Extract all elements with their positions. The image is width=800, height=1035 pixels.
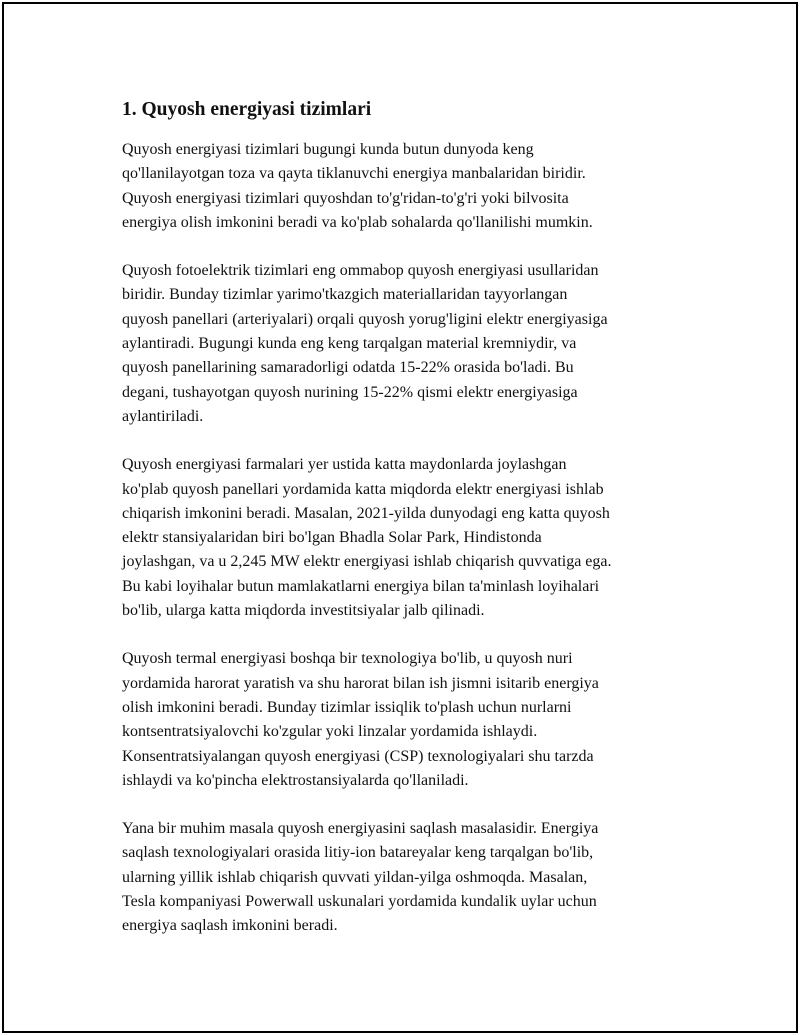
paragraph-line: ishlaydi va ko'pincha elektrostansiyalarda qo'llaniladi. — [122, 771, 469, 789]
paragraph-line: Quyosh fotoelektrik tizimlari eng ommabop quyosh energiyasi usullaridan — [122, 262, 599, 280]
paragraph-5 — [122, 817, 712, 938]
paragraph-line: chiqarish imkonini beradi. Masalan, 2021-yilda dunyodagi eng katta quyosh — [122, 504, 610, 522]
paragraph-line: saqlash texnologiyalari orasida litiy-ion batareyalar keng tarqalgan bo'lib, — [122, 844, 594, 862]
paragraph-line: olish imkonini beradi. Bunday tizimlar issiqlik to'plash uchun nurlarni — [122, 698, 572, 716]
paragraph-line: kontsentratsiyalovchi ko'zgular yoki linzalar yordamida ishlaydi. — [122, 723, 538, 741]
paragraph-line: ularning yillik ishlab chiqarish quvvati yildan-yilga oshmoqda. Masalan, — [122, 868, 588, 886]
paragraph-line: Tesla kompaniyasi Powerwall uskunalari yordamida kundalik uylar uchun — [122, 893, 597, 911]
paragraph-2 — [122, 259, 712, 429]
paragraph-line: energiya saqlash imkonini beradi. — [122, 917, 338, 935]
section-heading: 1. Quyosh energiyasi tizimlari — [122, 99, 372, 120]
paragraph-line: qo'llanilayotgan toza va qayta tiklanuvchi energiya manbalaridan biridir. — [122, 165, 586, 183]
paragraph-line: aylantiriladi. — [122, 407, 204, 425]
paragraph-line: Yana bir muhim masala quyosh energiyasini saqlash masalasidir. Energiya — [122, 820, 599, 838]
paragraph-line: Quyosh energiyasi farmalari yer ustida katta maydonlarda joylashgan — [122, 456, 567, 474]
paragraph-line: Bu kabi loyihalar butun mamlakatlarni energiya bilan ta'minlash loyihalari — [122, 577, 600, 595]
paragraph-line: Quyosh energiyasi tizimlari bugungi kunda butun dunyoda keng — [122, 141, 534, 158]
page-frame — [2, 2, 798, 1033]
paragraph-line: yordamida harorat yaratish va shu harorat bilan ish jismni isitarib energiya — [122, 674, 599, 692]
paragraph-line: quyosh panellarining samaradorligi odatda 15-22% orasida bo'ladi. Bu — [122, 359, 574, 377]
document-body — [122, 96, 712, 939]
paragraph-line: Konsentratsiyalangan quyosh energiyasi (CSP) texnologiyalari shu tarzda — [122, 747, 594, 765]
paragraph-4 — [122, 647, 712, 793]
paragraph-line: energiya olish imkonini beradi va ko'plab sohalarda qo'llanilishi mumkin. — [122, 213, 593, 231]
paragraph-3 — [122, 453, 712, 623]
paragraph-line: joylashgan, va u 2,245 MW elektr energiyasi ishlab chiqarish quvvatiga ega. — [122, 553, 612, 571]
paragraph-line: biridir. Bunday tizimlar yarimo'tkazgich materiallaridan tayyorlangan — [122, 286, 568, 304]
paragraph-line: Quyosh energiyasi tizimlari quyoshdan to'g'ridan-to'g'ri yoki bilvosita — [122, 189, 569, 207]
paragraph-line: ko'plab quyosh panellari yordamida katta miqdorda elektr energiyasi ishlab — [122, 480, 604, 498]
paragraph-line: Quyosh termal energiyasi boshqa bir texnologiya bo'lib, u quyosh nuri — [122, 650, 573, 668]
paragraph-line: quyosh panellari (arteriyalari) orqali quyosh yorug'ligini elektr energiyasiga — [122, 310, 608, 328]
paragraph-1 — [122, 138, 712, 235]
paragraph-line: aylantiradi. Bugungi kunda eng keng tarqalgan material kremniydir, va — [122, 335, 577, 353]
paragraph-line: elektr stansiyalaridan biri bo'lgan Bhadla Solar Park, Hindistonda — [122, 529, 542, 547]
paragraph-line: degani, tushayotgan quyosh nurining 15-22% qismi elektr energiyasiga — [122, 383, 578, 401]
paragraph-line: bo'lib, ularga katta miqdorda investitsiyalar jalb qilinadi. — [122, 602, 485, 620]
